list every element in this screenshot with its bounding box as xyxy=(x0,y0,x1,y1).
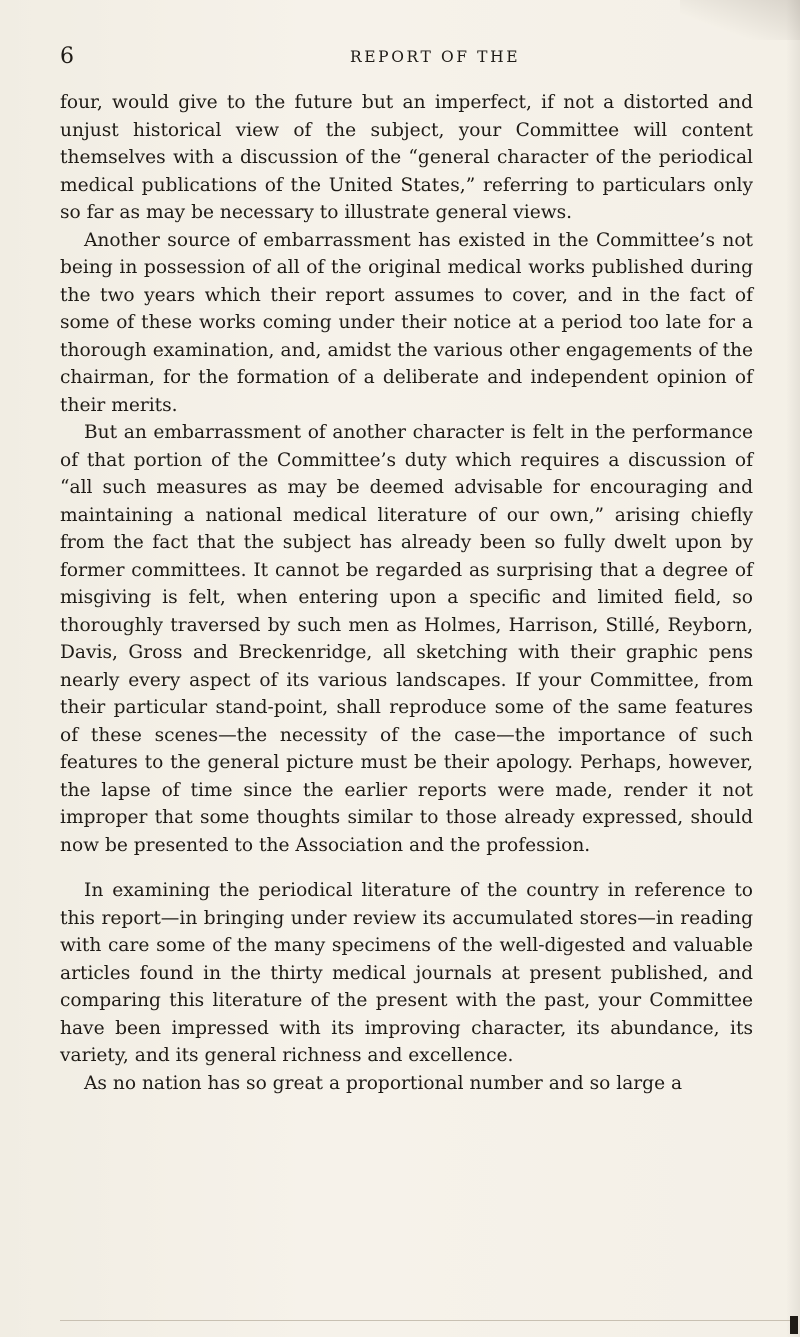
page-header xyxy=(60,44,750,74)
page-corner-shadow xyxy=(680,0,800,40)
page-number: 6 xyxy=(60,44,74,69)
paragraph-2: Another source of embarrassment has existed in the Committee’s not being in possession of all of the original medical works published during the two years which their report assumes to cover, and in the fact of some of these works coming under their notice at a period too late for a thorough examination, and, amidst the various other engagements of the chairman, for the formation of a deliberate and independent opinion of their merits. xyxy=(60,229,753,416)
paragraph-5: As no nation has so great a proportional number and so large a xyxy=(84,1072,683,1094)
corner-mark xyxy=(790,1316,798,1334)
paragraph-3: But an embarrassment of another character is felt in the performance of that portion of the Committee’s duty which requires a discussion of “all such measures as may be deemed advisable for encouraging and maintaining a national medical literature of our own,” arising chiefly from the fact that the subject has already been so fully dwelt upon by former committees. It cannot be regarded as surprising that a degree of misgiving is felt, when entering upon a specific and limited field, so thoroughly traversed by such men as Holmes, Harrison, Stillé, Reyborn, Davis, Gross and Breckenridge, all sketching with their graphic pens nearly every aspect of its various landscapes. If your Committee, from their particular stand-point, shall reproduce some of the same features of these scenes—the necessity of the case—the importance of such features to the general picture must be their apology. Perhaps, however, the lapse of time since the earlier reports were made, render it not improper that some thoughts similar to those already expressed, should now be presented to the Association and the profession. xyxy=(60,422,753,856)
bottom-rule xyxy=(60,1320,790,1321)
running-head: REPORT OF THE xyxy=(350,48,521,66)
page-edge-shadow xyxy=(786,0,800,1337)
body-text xyxy=(60,89,753,1097)
paragraph-1: four, would give to the future but an imperfect, if not a distorted and unjust historical view of the subject, your Committee will content themselves with a discussion of the “general character of the periodical medical publications of the United States,” referring to particulars only so far as may be necessary to illustrate general views. xyxy=(60,92,753,223)
paragraph-4: In examining the periodical literature of the country in reference to this report—in bringing under review its accumulated stores—in reading with care some of the many specimens of the well-digested and valuable articles found in the thirty medical journals at present published, and comparing this literature of the present with the past, your Committee have been impressed with its improving character, its abundance, its variety, and its general richness and excellence. xyxy=(60,880,753,1066)
